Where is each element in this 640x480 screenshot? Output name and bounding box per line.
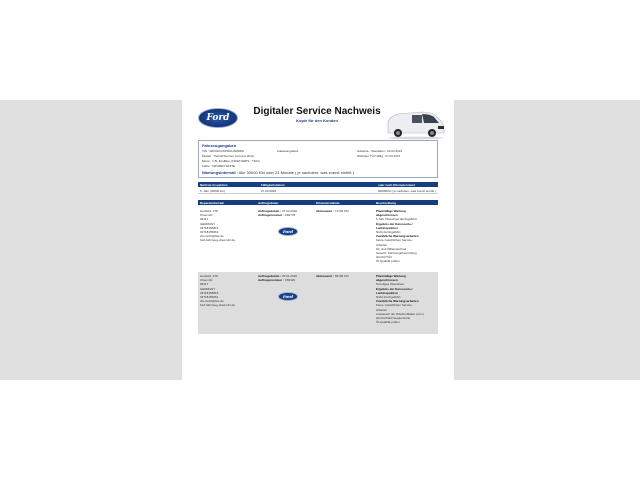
service-interval bbox=[202, 170, 354, 175]
order-info: Auftragsdatum : 26.01.2026 Auftragsnummer : K83320 bbox=[258, 274, 298, 283]
vehicle-vin: VIN : WF0GXXWPDGUA00000 bbox=[202, 149, 245, 153]
vehicle-info-box bbox=[198, 140, 438, 178]
mileage: Abtesewert : 59708 KM bbox=[316, 274, 349, 278]
vehicle-model: Modell : Transit/Tourneo Connect 2013- bbox=[202, 154, 255, 158]
vehicle-next-tuv: Nächster TÜV fällig : 27.03.2027 bbox=[357, 154, 401, 158]
service-entry bbox=[198, 272, 438, 334]
interval-text: : Alle 30000 KM oder 24 Monate ( je nachdem, was zuerst eintritt ) bbox=[236, 170, 354, 175]
next-inspection-header: Nächste Inspektion Fälligkeitsdatum oder nach Kilometerstand bbox=[198, 182, 438, 187]
document-subtitle: Kopie für den Kunden bbox=[296, 118, 338, 123]
background-panel-left bbox=[0, 100, 182, 380]
vehicle-color: Farbe : FROZEN WHITE bbox=[202, 164, 236, 168]
document-title: Digitaler Service Nachweis bbox=[253, 106, 381, 117]
van-image bbox=[382, 106, 446, 140]
mileage: Abtesewert : 71730 KM bbox=[316, 209, 349, 213]
order-info: Auftragsdatum : 27.03.2026 Auftragsnummer : K84778 bbox=[258, 209, 298, 218]
service-history-header: Reparaturbetrieb Auftragsdaten Kilometerstände Beschreibung bbox=[198, 200, 438, 205]
document-page bbox=[182, 100, 454, 380]
background-panel-right bbox=[454, 100, 640, 380]
service-description: Planmäßige Wartung abgeschlossen 5 Jahr Ölwechsel durchgeführt Ergebnis der Karosserie-/ Lackinspektion Nicht durchgeführt Zusätzliche Wartungsarbeiten Keine zusätzlichen Service- Arbeiten Öl- und Ölfilterwechsel Gesetzl. Fahrzeugüberprüfung HU/AU/TÜV Öl-Qualität prüfen bbox=[376, 209, 419, 264]
vehicle-registration: Zulassungsland: bbox=[277, 149, 299, 153]
dealer-address: Hestfeld. 278 Chemnitz 09117 GERMANY 03718155815 03718155061 chemnitz@fws.de ford-fahrzeug-chemnitz.de bbox=[200, 274, 236, 308]
vehicle-motor: Motor : 1.5L EcoBlue (74kW/100PS - TDCi) bbox=[202, 159, 260, 163]
dealer-address: Hestfeld. 278 Chemnitz 09117 GERMANY 03718155815 03718155061 chemnitz@fws.de ford-fahrzeug-chemnitz.de bbox=[200, 209, 236, 243]
next-inspection-row: 5. Jahr (30000 km) 27.03.2028 90000KM ( je nachdem, was zuerst eintritt ) bbox=[198, 188, 438, 194]
ford-logo-small: Ford bbox=[278, 227, 298, 236]
service-entry bbox=[198, 207, 438, 271]
interval-label: Wartungsintervall bbox=[202, 170, 236, 175]
ford-logo-small: Ford bbox=[278, 292, 298, 301]
vehicle-warranty: Garantie - Standalon : 02.03.2021 bbox=[357, 149, 403, 153]
service-description: Planmäßige Wartung abgeschlossen Sonstiges Ölwechsel Ergebnis der Karosserie-/ Lackinspektion Nicht durchgeführt Zusätzliche Wartungsarbeiten Keine zusätzlichen Service- Arbeiten Austausch der Wischerblätter (vorn) HU/AU/Fahrzeugkontrolle Öl-Qualität prüfen bbox=[376, 274, 424, 325]
vehicle-heading: Fahrzeugangaben bbox=[202, 143, 237, 148]
ford-logo: Ford bbox=[198, 108, 238, 128]
